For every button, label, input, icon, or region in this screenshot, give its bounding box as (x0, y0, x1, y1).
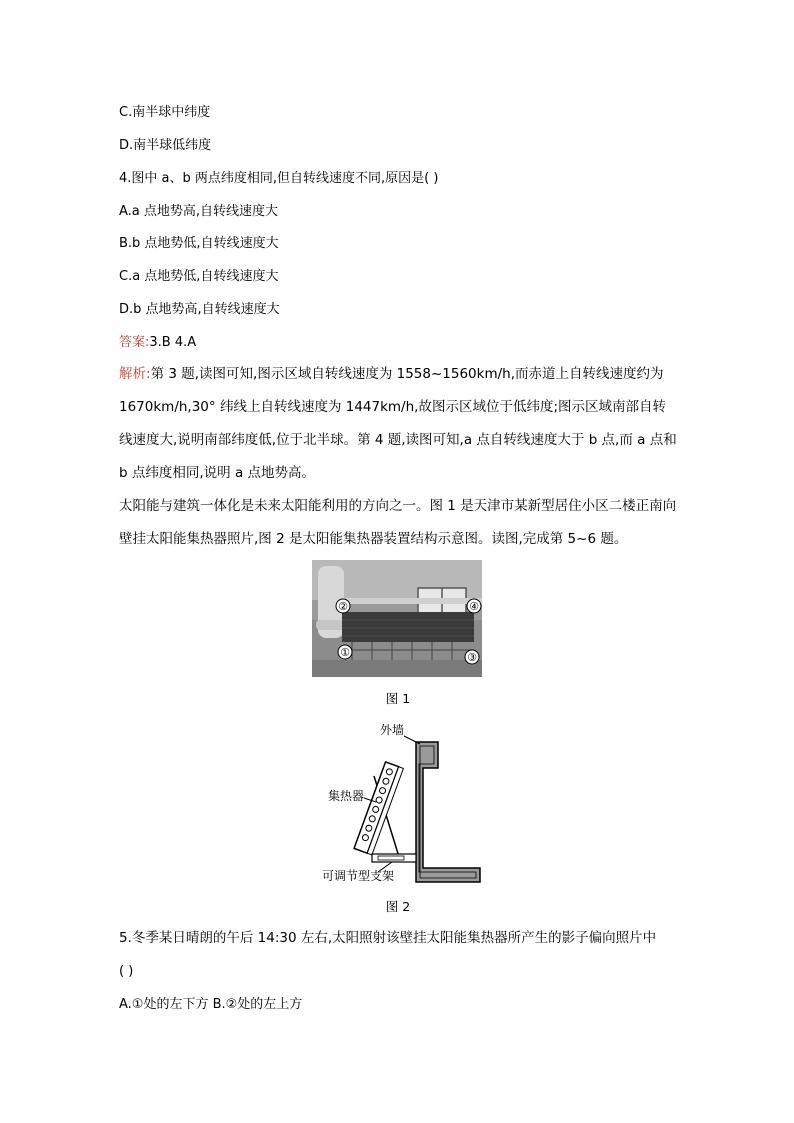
marker-3 (465, 650, 479, 664)
q5-bracket: ( ) (119, 964, 134, 979)
svg-text:②: ② (338, 600, 348, 613)
q4-option-d: D.b 点地势高,自转线速度大 (119, 302, 280, 317)
svg-text:①: ① (340, 646, 350, 659)
q4-option-c: C.a 点地势低,自转线速度大 (119, 269, 279, 284)
answer-label: 答案: (119, 335, 150, 350)
q3-option-c: C.南半球中纬度 (119, 105, 211, 120)
intro-paragraph: 太阳能与建筑一体化是未来太阳能利用的方向之一。图 1 是天津市某新型居住小区二楼正南向壁挂太阳能集热器照片,图 2 是太阳能集热器装置结构示意图。读图,完成第 5~6 题。 (119, 498, 677, 547)
marker-2 (336, 599, 350, 613)
q5-options: A.①处的左下方 B.②处的左上方 (119, 997, 303, 1012)
analysis-text: 第 3 题,读图可知,图示区域自转线速度为 1558~1560km/h,而赤道上自转线速度约为1670km/h,30° 纬线上自转线速度为 1447km/h,故图示区域位于低纬度;图示区域南部自转线速度大,说明南部纬度低,位于北半球。第 4 题,读图可知,a 点自转线速度大于 b 点,而 a 点和 b 点纬度相同,说明 a 点地势高。 (119, 366, 677, 481)
q3-option-d: D.南半球低纬度 (119, 138, 212, 153)
figure2-diagram (312, 720, 492, 888)
figure1-photo (312, 560, 482, 677)
wall-label: 外墙 (379, 723, 405, 737)
analysis-label: 解析: (119, 366, 151, 382)
figure1-caption: 图 1 (385, 691, 411, 706)
answer-line (119, 333, 196, 353)
q4-option-a: A.a 点地势高,自转线速度大 (119, 204, 279, 219)
bracket-label: 可调节型支架 (321, 869, 395, 883)
q4-stem: 4.图中 a、b 两点纬度相同,但自转线速度不同,原因是( ) (119, 171, 439, 186)
collector-label: 集热器 (327, 789, 365, 803)
marker-4 (467, 599, 481, 613)
svg-text:③: ③ (467, 651, 477, 664)
svg-text:④: ④ (469, 600, 479, 613)
marker-1 (338, 645, 352, 659)
q5-stem: 5.冬季某日晴朗的午后 14:30 左右,太阳照射该壁挂太阳能集热器所产生的影子偏向照片中 (119, 930, 657, 946)
q4-option-b: B.b 点地势低,自转线速度大 (119, 236, 279, 251)
figure2-caption: 图 2 (385, 899, 411, 914)
answer-value: 3.B 4.A (149, 335, 197, 350)
analysis-paragraph (119, 358, 679, 490)
